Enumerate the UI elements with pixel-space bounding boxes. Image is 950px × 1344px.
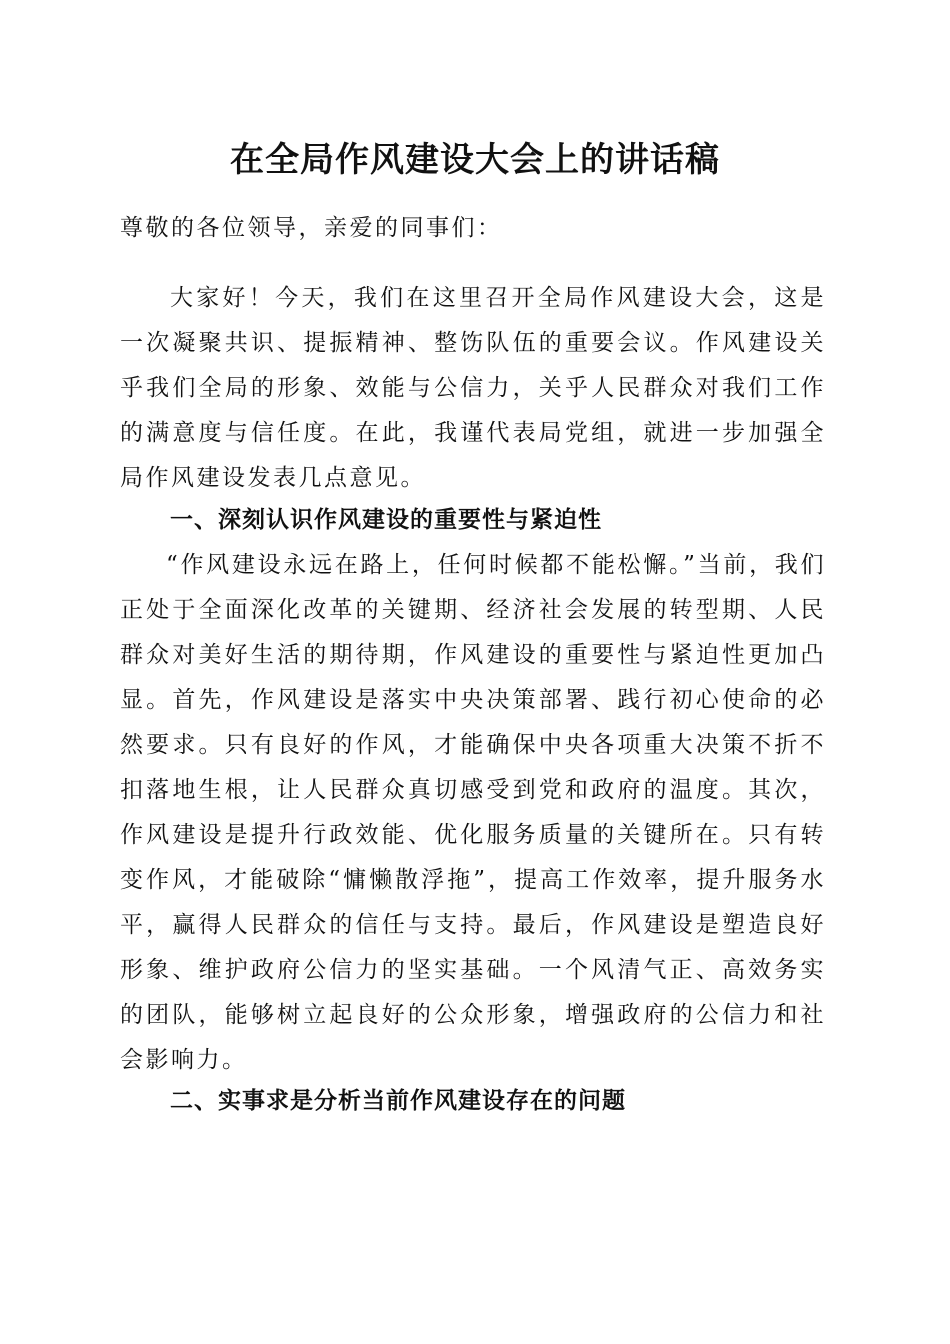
salutation: 尊敬的各位领导，亲爱的同事们： xyxy=(120,215,503,241)
section-heading-1: 一、深刻认识作风建设的重要性与紧迫性 xyxy=(170,507,602,533)
section-1-paragraph: “作风建设永远在路上，任何时候都不能松懈。”当前，我们正处于全面深化改革的关键期、经济社会发展的转型期、人民群众对美好生活的期待期，作风建设的重要性与紧迫性更加凸显。首先，作风建设是落实中央决策部署、践行初心使命的必然要求。只有良好的作风，才能确保中央各项重大决策不折不扣落地生根，让人民群众真切感受到党和政府的温度。其次，作风建设是提升行政效能、优化服务质量的关键所在。只有转变作风，才能破除“慵懒散浮拖”，提高工作效率，提升服务水平，赢得人民群众的信任与支持。最后，作风建设是塑造良好形象、维护政府公信力的坚实基础。一个风清气正、高效务实的团队，能够树立起良好的公众形象，增强政府的公信力和社会影响力。 xyxy=(120,552,826,1073)
opening-paragraph: 大家好！今天，我们在这里召开全局作风建设大会，这是一次凝聚共识、提振精神、整饬队伍的重要会议。作风建设关乎我们全局的形象、效能与公信力，关乎人民群众对我们工作的满意度与信任度。在此，我谨代表局党组，就进一步加强全局作风建设发表几点意见。 xyxy=(120,285,826,491)
document-title: 在全局作风建设大会上的讲话稿 xyxy=(230,140,720,180)
section-heading-2: 二、实事求是分析当前作风建设存在的问题 xyxy=(170,1088,626,1114)
